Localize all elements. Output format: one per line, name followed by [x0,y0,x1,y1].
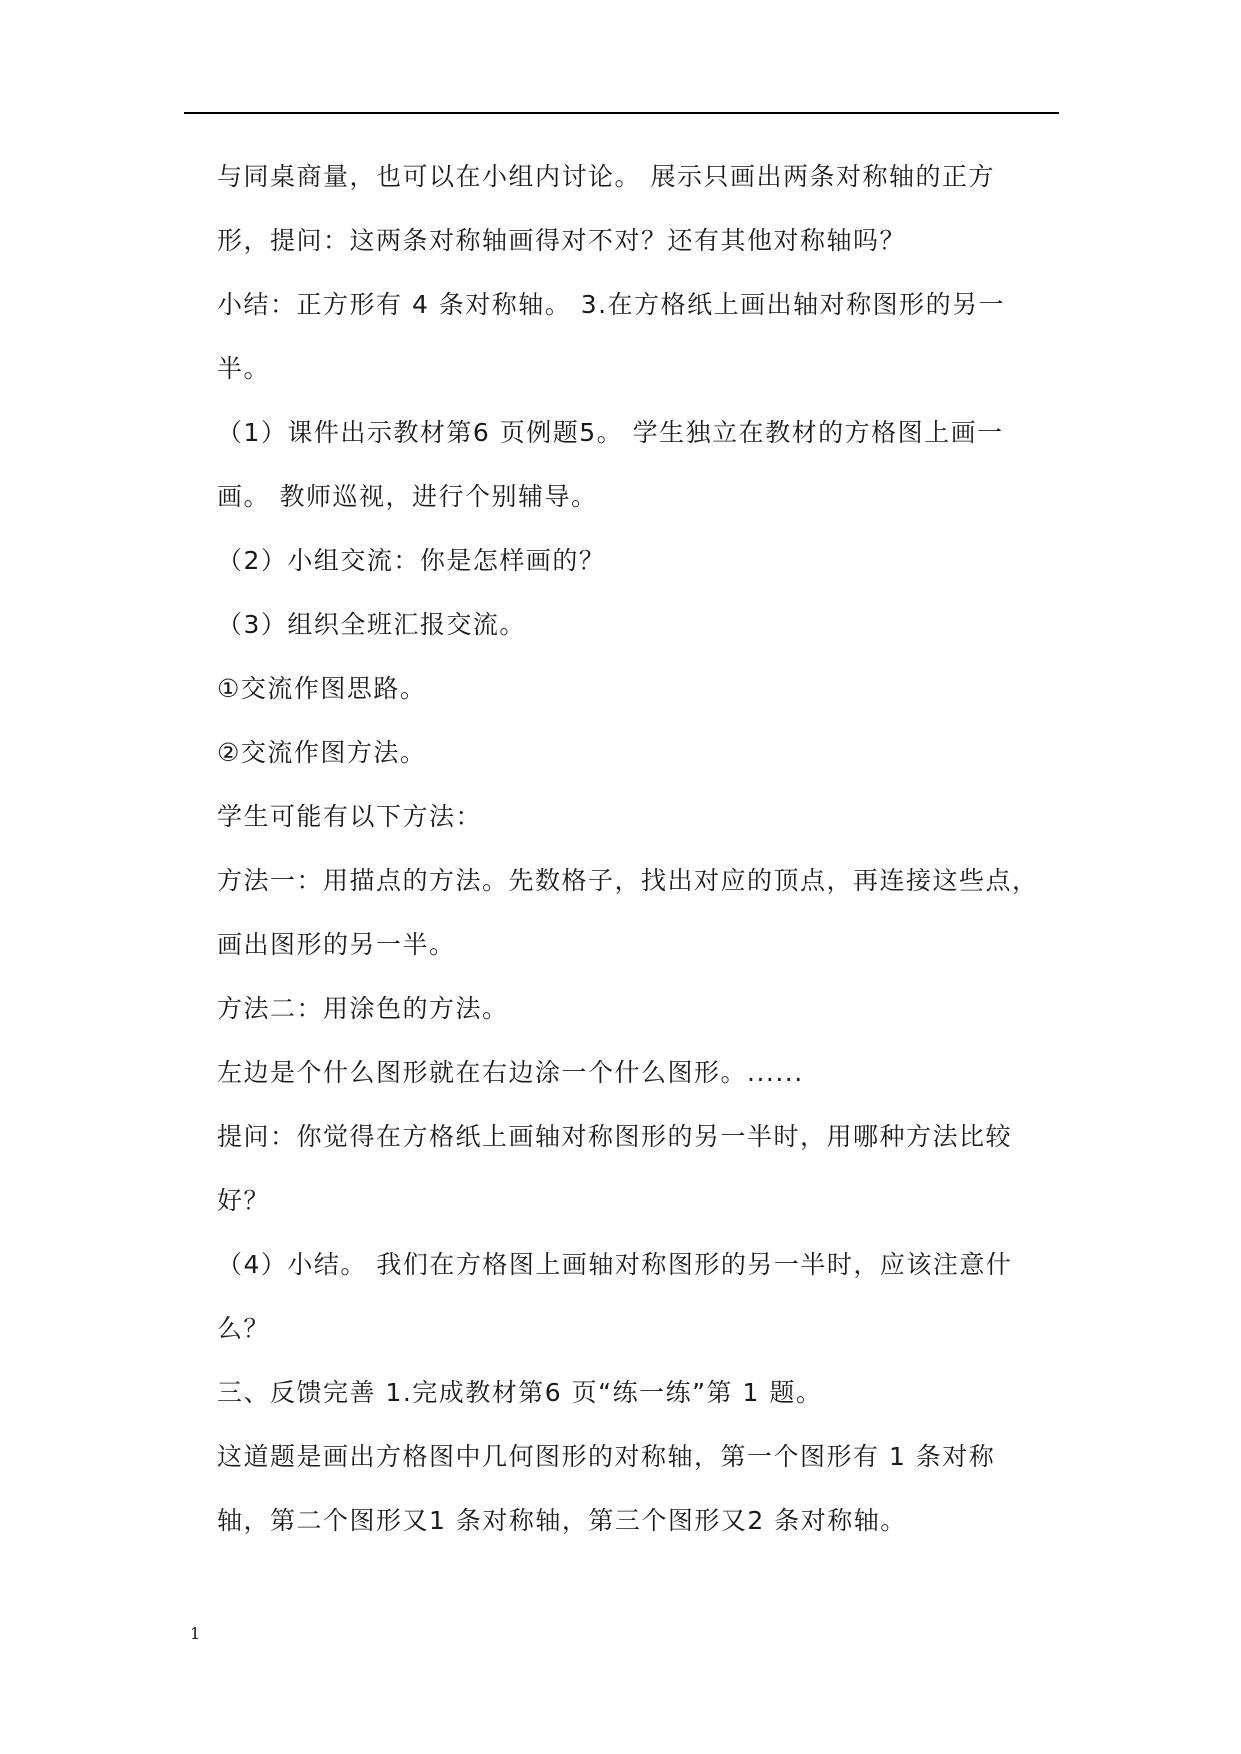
text-line: （3）组织全班汇报交流。 [217,610,526,639]
text-line: 么？ [217,1314,271,1343]
text-line: 与同桌商量，也可以在小组内讨论。 展示只画出两条对称轴的正方 [217,162,995,191]
text-line: 左边是个什么图形就在右边涂一个什么图形。...... [217,1058,804,1087]
text-line: 提问：你觉得在方格纸上画轴对称图形的另一半时，用哪种方法比较 [217,1122,1013,1151]
text-line: 好？ [217,1186,271,1215]
text-line: 半。 [217,354,271,383]
text-line: 这道题是画出方格图中几何图形的对称轴，第一个图形有 1 条对称 [217,1442,996,1471]
text-line: （4）小结。 我们在方格图上画轴对称图形的另一半时，应该注意什 [217,1250,1013,1279]
text-line: 方法二：用涂色的方法。 [217,994,509,1023]
text-line: ①交流作图思路。 [217,674,427,703]
text-line: （1）课件出示教材第6 页例题5。 学生独立在教材的方格图上画一 [217,418,1004,447]
text-line: 三、反馈完善 1.完成教材第6 页“练一练”第 1 题。 [217,1378,823,1407]
text-line: 画出图形的另一半。 [217,930,456,959]
text-line: 轴，第二个图形又1 条对称轴，第三个图形又2 条对称轴。 [217,1506,907,1535]
body-text [217,145,1097,1553]
text-line: 小结：正方形有 4 条对称轴。 3.在方格纸上画出轴对称图形的另一 [217,290,1006,319]
text-line: ②交流作图方法。 [217,738,427,767]
text-line: 学生可能有以下方法： [217,802,483,831]
text-line: 形，提问：这两条对称轴画得对不对？还有其他对称轴吗？ [217,226,907,255]
text-line: 画。 教师巡视，进行个别辅导。 [217,482,598,511]
header-rule [184,112,1059,114]
text-line: 方法一：用描点的方法。先数格子，找出对应的顶点，再连接这些点， [217,866,1039,895]
text-line: （2）小组交流：你是怎样画的？ [217,546,606,575]
page-number: 1 [190,1624,201,1643]
